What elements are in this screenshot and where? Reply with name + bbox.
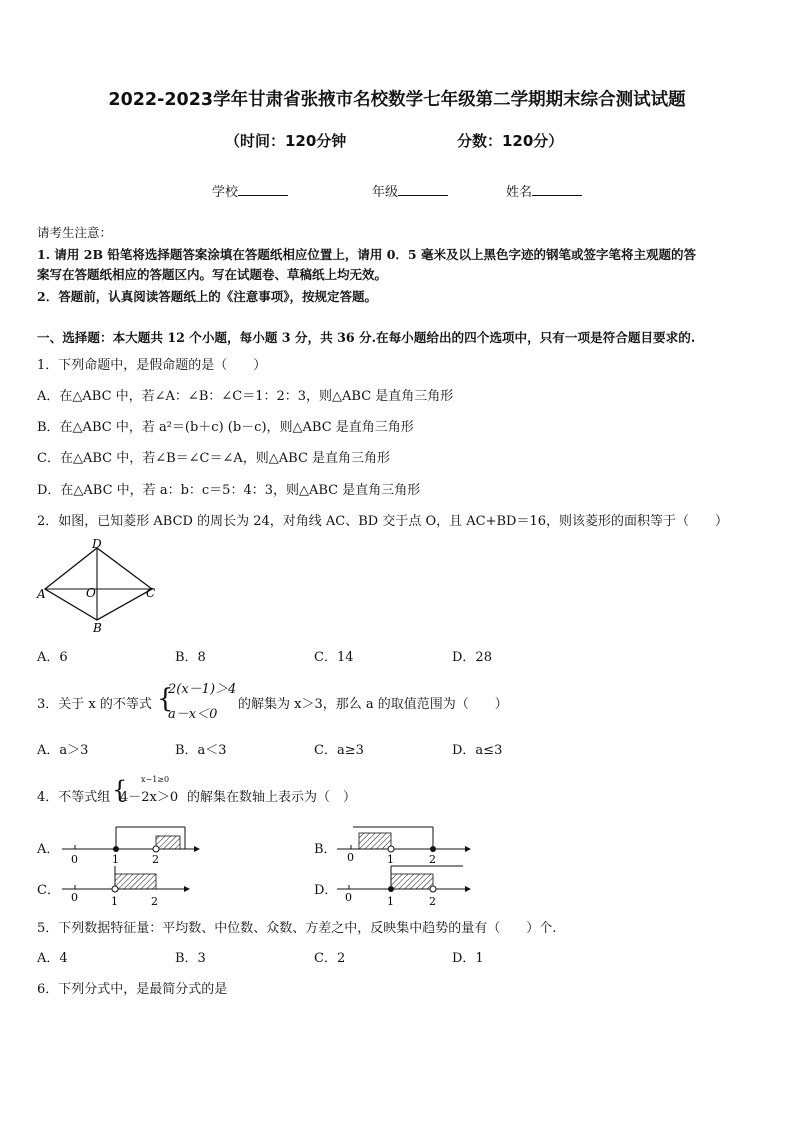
q4-option-a-label[interactable]: A． <box>37 842 60 857</box>
q3-inequality-1: 2(x－1)＞4 <box>168 682 237 697</box>
svg-text:1: 1 <box>387 853 394 866</box>
svg-text:2: 2 <box>429 853 436 866</box>
q2-option-c[interactable]: C．14 <box>314 650 354 665</box>
q1-option-d[interactable]: D．在△ABC 中，若 a：b：c＝5：4：3，则△ABC 是直角三角形 <box>37 483 421 498</box>
svg-text:0: 0 <box>347 851 354 864</box>
q3-option-a[interactable]: A．a＞3 <box>37 743 89 758</box>
q4-prefix: 4．不等式组 <box>37 790 111 805</box>
q5-option-c[interactable]: C．2 <box>314 951 346 966</box>
school-label: 学校 <box>212 185 239 200</box>
q3-option-c[interactable]: C．a≥3 <box>314 743 364 758</box>
svg-text:2: 2 <box>151 895 158 908</box>
q2-option-b[interactable]: B．8 <box>175 650 206 665</box>
q5-stem: 5．下列数据特征量：平均数、中位数、众数、方差之中，反映集中趋势的量有（ ）个. <box>37 921 557 936</box>
grade-blank[interactable] <box>398 183 448 196</box>
q4-option-b-label[interactable]: B． <box>314 842 337 857</box>
q4-option-d-label[interactable]: D． <box>314 883 338 898</box>
q3-suffix: 的解集为 x＞3，那么 a 的取值范围为（ ） <box>238 697 508 712</box>
notice-item-1-line-1: 1. 请用 2B 铅笔将选择题答案涂填在答题纸相应位置上，请用 0．5 毫米及以上黑色字迹的钢笔或签字笔将主观题的答 <box>37 247 696 262</box>
q4-brace: { <box>112 776 128 804</box>
q3-option-d[interactable]: D．a≤3 <box>452 743 503 758</box>
section-1-heading: 一、选择题：本大题共 12 个小题，每小题 3 分，共 36 分.在每小题给出的四个选项中，只有一项是符合题目要求的. <box>37 330 696 345</box>
q4-suffix: 的解集在数轴上表示为（ ） <box>187 790 357 805</box>
school-field <box>212 181 288 200</box>
svg-text:1: 1 <box>112 853 119 866</box>
label-a: A <box>37 587 46 601</box>
name-blank[interactable] <box>532 183 582 196</box>
svg-text:2: 2 <box>152 853 159 866</box>
q4-inequality-1: x−1≥0 <box>141 775 170 784</box>
grade-label: 年级 <box>372 185 399 200</box>
label-o: O <box>86 586 96 600</box>
q4-option-c-label[interactable]: C． <box>37 883 60 898</box>
svg-text:1: 1 <box>387 895 394 908</box>
q4-number-line-d[interactable] <box>335 862 475 910</box>
exam-time: （时间：120分钟 <box>225 132 347 150</box>
exam-score: 分数：120分） <box>457 132 564 150</box>
q2-stem: 2．如图，已知菱形 ABCD 的周长为 24，对角线 AC、BD 交于点 O，且 AC+BD＝16，则该菱形的面积等于（ ） <box>37 514 729 529</box>
rhombus-outline <box>45 548 152 620</box>
label-d: D <box>92 537 102 551</box>
q1-option-c[interactable]: C．在△ABC 中，若∠B＝∠C＝∠A，则△ABC 是直角三角形 <box>37 451 391 466</box>
q3-inequality-2: a－x＜0 <box>168 707 218 722</box>
q3-prefix: 3．关于 x 的不等式 <box>37 697 152 712</box>
q5-option-a[interactable]: A．4 <box>37 951 68 966</box>
q1-option-b[interactable]: B．在△ABC 中，若 a²＝(b＋c) (b－c)，则△ABC 是直角三角形 <box>37 420 414 435</box>
exam-title: 2022-2023学年甘肃省张掖市名校数学七年级第二学期期末综合测试试题 <box>108 90 686 110</box>
svg-text:0: 0 <box>345 891 352 904</box>
q5-option-d[interactable]: D．1 <box>452 951 484 966</box>
name-field <box>506 181 582 200</box>
q4-number-line-a[interactable] <box>60 822 200 866</box>
rhombus-figure <box>34 534 164 636</box>
q1-stem: 1．下列命题中，是假命题的是（ ） <box>37 358 267 373</box>
name-label: 姓名 <box>506 185 533 200</box>
notice-item-2: 2．答题前，认真阅读答题纸上的《注意事项》，按规定答题。 <box>37 289 377 304</box>
q3-option-b[interactable]: B．a＜3 <box>175 743 227 758</box>
svg-text:2: 2 <box>429 895 436 908</box>
notice-heading: 请考生注意： <box>37 225 113 240</box>
q4-inequality-2: 4－2x＞0 <box>120 790 179 805</box>
svg-text:1: 1 <box>111 895 118 908</box>
grade-field <box>372 181 448 200</box>
q2-option-a[interactable]: A．6 <box>37 650 68 665</box>
q5-option-b[interactable]: B．3 <box>175 951 206 966</box>
q4-number-line-c[interactable] <box>60 862 200 910</box>
q1-option-a[interactable]: A．在△ABC 中，若∠A：∠B：∠C＝1：2：3，则△ABC 是直角三角形 <box>37 389 454 404</box>
q2-option-d[interactable]: D．28 <box>452 650 492 665</box>
q4-number-line-b[interactable] <box>335 822 475 866</box>
svg-text:0: 0 <box>71 853 78 866</box>
svg-text:0: 0 <box>71 891 78 904</box>
q6-stem: 6．下列分式中，是最简分式的是 <box>37 982 228 997</box>
q3-brace: { <box>157 684 174 714</box>
school-blank[interactable] <box>238 183 288 196</box>
notice-item-1-line-2: 案写在答题纸相应的答题区内。写在试题卷、草稿纸上均无效。 <box>37 267 388 282</box>
label-b: B <box>93 621 102 635</box>
label-c: C <box>146 586 156 600</box>
